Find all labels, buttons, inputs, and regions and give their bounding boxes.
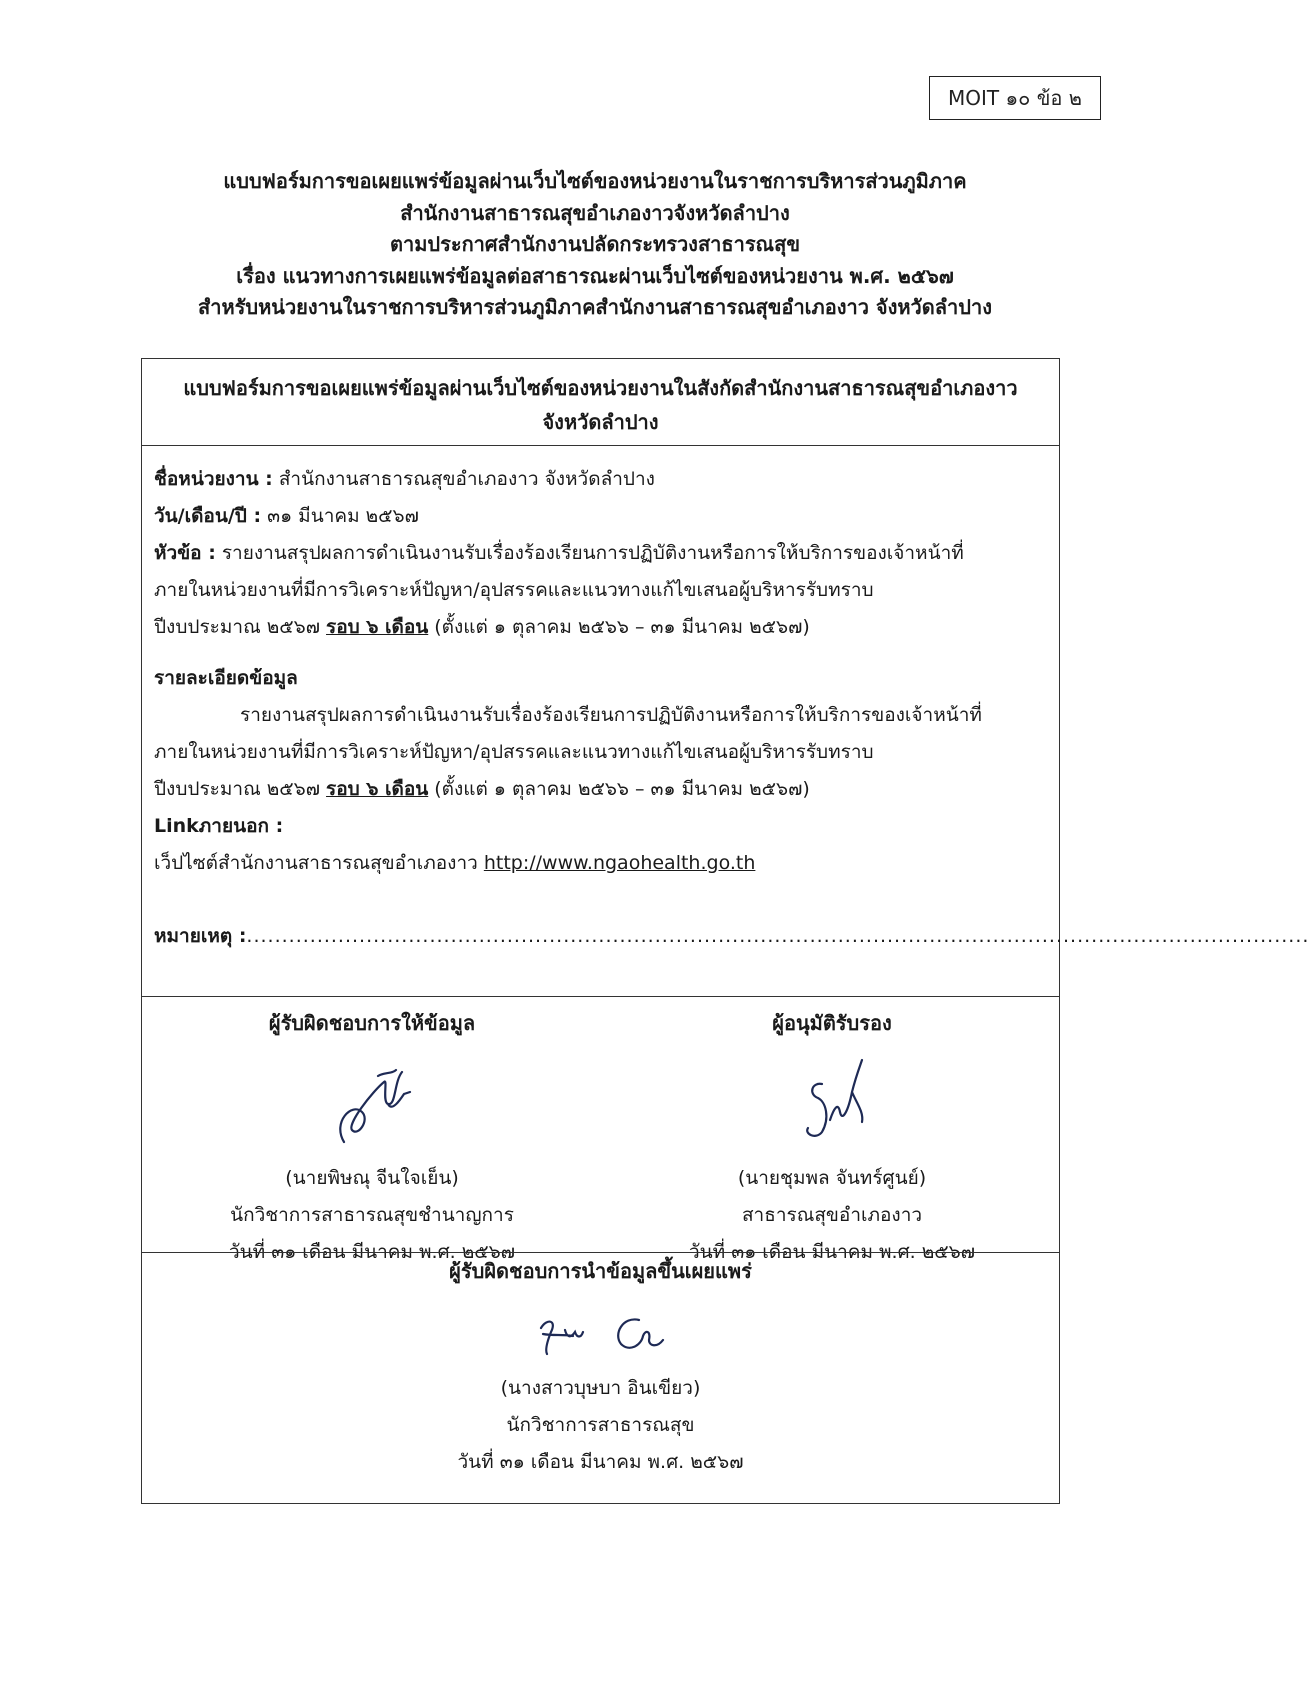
publisher-name: (นางสาวบุษบา อินเขียว) <box>500 1377 701 1399</box>
header-line-4: เรื่อง แนวทางการเผยแพร่ข้อมูลต่อสาธารณะผ่านเว็บไซต์ของหน่วยงาน พ.ศ. ๒๕๖๗ <box>236 263 954 288</box>
topic-label: หัวข้อ : <box>154 542 216 564</box>
topic-round: รอบ ๖ เดือน <box>326 616 429 638</box>
link-row <box>154 808 1047 845</box>
approver-signature <box>602 1042 1062 1160</box>
date-value: ๓๑ มีนาคม ๒๕๖๗ <box>261 505 419 527</box>
unit-label: ชื่อหน่วยงาน : <box>154 468 273 490</box>
approver-position: สาธารณสุขอำเภองาว <box>741 1204 923 1226</box>
date-label: วัน/เดือน/ปี : <box>154 505 262 527</box>
publisher-title: ผู้รับผิดชอบการนำข้อมูลขึ้นเผยแพร่ <box>449 1259 752 1283</box>
unit-row <box>154 461 1047 498</box>
note-dots: ....................................................................................................................................................... <box>246 925 1309 947</box>
header-line-1: แบบฟอร์มการขอเผยแพร่ข้อมูลผ่านเว็บไซต์ของหน่วยงานในราชการบริหารส่วนภูมิภาค <box>223 169 967 193</box>
note-row <box>154 918 1309 955</box>
publisher-signature <box>142 1290 1059 1370</box>
form-title-line-1: แบบฟอร์มการขอเผยแพร่ข้อมูลผ่านเว็บไซต์ของหน่วยงานในสังกัดสำนักงานสาธารณสุขอำเภองาว <box>183 376 1018 400</box>
link-text: เว็ปไซต์สำนักงานสาธารณสุขอำเภองาว <box>154 852 484 874</box>
header-line-3: ตามประกาศสำนักงานปลัดกระทรวงสาธารณสุข <box>389 232 800 256</box>
signature-approver <box>602 1005 1062 1271</box>
header-line-2: สำนักงานสาธารณสุขอำเภองาวจังหวัดลำปาง <box>400 200 790 225</box>
details-period: (ตั้งแต่ ๑ ตุลาคม ๒๕๖๖ – ๓๑ มีนาคม ๒๕๖๗) <box>428 778 810 800</box>
document-header <box>0 166 1190 324</box>
topic-line-1: รายงานสรุปผลการดำเนินงานรับเรื่องร้องเรียนการปฏิบัติงานหรือการให้บริการของเจ้าหน้าที่ <box>215 542 964 564</box>
responsible-position: นักวิชาการสาธารณสุขชำนาญการ <box>230 1204 514 1226</box>
signature-publisher <box>142 1253 1059 1481</box>
note-label: หมายเหตุ : <box>154 925 247 947</box>
details-fiscal-year: ปีงบประมาณ ๒๕๖๗ <box>154 778 327 800</box>
responsible-name: (นายพิษณุ จีนใจเย็น) <box>285 1167 459 1189</box>
form-details <box>154 461 1309 955</box>
approver-name: (นายชุมพล จันทร์ศูนย์) <box>737 1167 927 1189</box>
approver-title: ผู้อนุมัติรับรอง <box>772 1011 892 1035</box>
topic-line-3 <box>154 609 1047 646</box>
website-link[interactable]: http://www.ngaohealth.go.th <box>483 852 756 874</box>
topic-period: (ตั้งแต่ ๑ ตุลาคม ๒๕๖๖ – ๓๑ มีนาคม ๒๕๖๗) <box>428 616 810 638</box>
handwritten-signature-icon <box>752 1042 912 1160</box>
handwritten-signature-icon <box>292 1042 452 1160</box>
spacer <box>154 646 1047 660</box>
divider <box>142 996 1059 997</box>
header-line-5: สำหรับหน่วยงานในราชการบริหารส่วนภูมิภาคสำนักงานสาธารณสุขอำเภองาว จังหวัดลำปาง <box>198 295 992 319</box>
topic-fiscal-year: ปีงบประมาณ ๒๕๖๗ <box>154 616 327 638</box>
responsible-signature <box>142 1042 602 1160</box>
details-line-3 <box>154 771 1047 808</box>
handwritten-signature-icon <box>501 1290 701 1370</box>
link-line <box>154 845 1047 882</box>
publisher-position: นักวิชาการสาธารณสุข <box>506 1414 695 1436</box>
form-title-line-2: จังหวัดลำปาง <box>542 410 659 434</box>
details-round: รอบ ๖ เดือน <box>326 778 429 800</box>
responsible-date: วันที่ ๓๑ เดือน มีนาคม พ.ศ. ๒๕๖๗ <box>229 1241 515 1263</box>
topic-line-2: ภายในหน่วยงานที่มีการวิเคราะห์ปัญหา/อุปสรรคและแนวทางแก้ไขเสนอผู้บริหารรับทราบ <box>154 579 874 601</box>
divider <box>142 445 1059 446</box>
document-code: MOIT ๑๐ ข้อ ๒ <box>948 86 1082 110</box>
spacer <box>154 882 1047 918</box>
publication-form <box>141 358 1309 1504</box>
details-row <box>154 660 1047 697</box>
signature-responsible <box>142 1005 602 1271</box>
link-label: Linkภายนอก : <box>154 815 284 837</box>
details-label: รายละเอียดข้อมูล <box>154 667 298 689</box>
details-line-1: รายงานสรุปผลการดำเนินงานรับเรื่องร้องเรียนการปฏิบัติงานหรือการให้บริการของเจ้าหน้าที่ <box>240 704 982 726</box>
approver-date: วันที่ ๓๑ เดือน มีนาคม พ.ศ. ๒๕๖๗ <box>689 1241 975 1263</box>
document-code-box <box>929 76 1101 120</box>
publisher-date: วันที่ ๓๑ เดือน มีนาคม พ.ศ. ๒๕๖๗ <box>457 1451 744 1473</box>
form-title <box>142 371 1059 439</box>
topic-row <box>154 535 1047 572</box>
details-line-2: ภายในหน่วยงานที่มีการวิเคราะห์ปัญหา/อุปสรรคและแนวทางแก้ไขเสนอผู้บริหารรับทราบ <box>154 741 874 763</box>
unit-value: สำนักงานสาธารณสุขอำเภองาว จังหวัดลำปาง <box>272 468 655 490</box>
responsible-title: ผู้รับผิดชอบการให้ข้อมูล <box>268 1011 476 1035</box>
date-row <box>154 498 1047 535</box>
